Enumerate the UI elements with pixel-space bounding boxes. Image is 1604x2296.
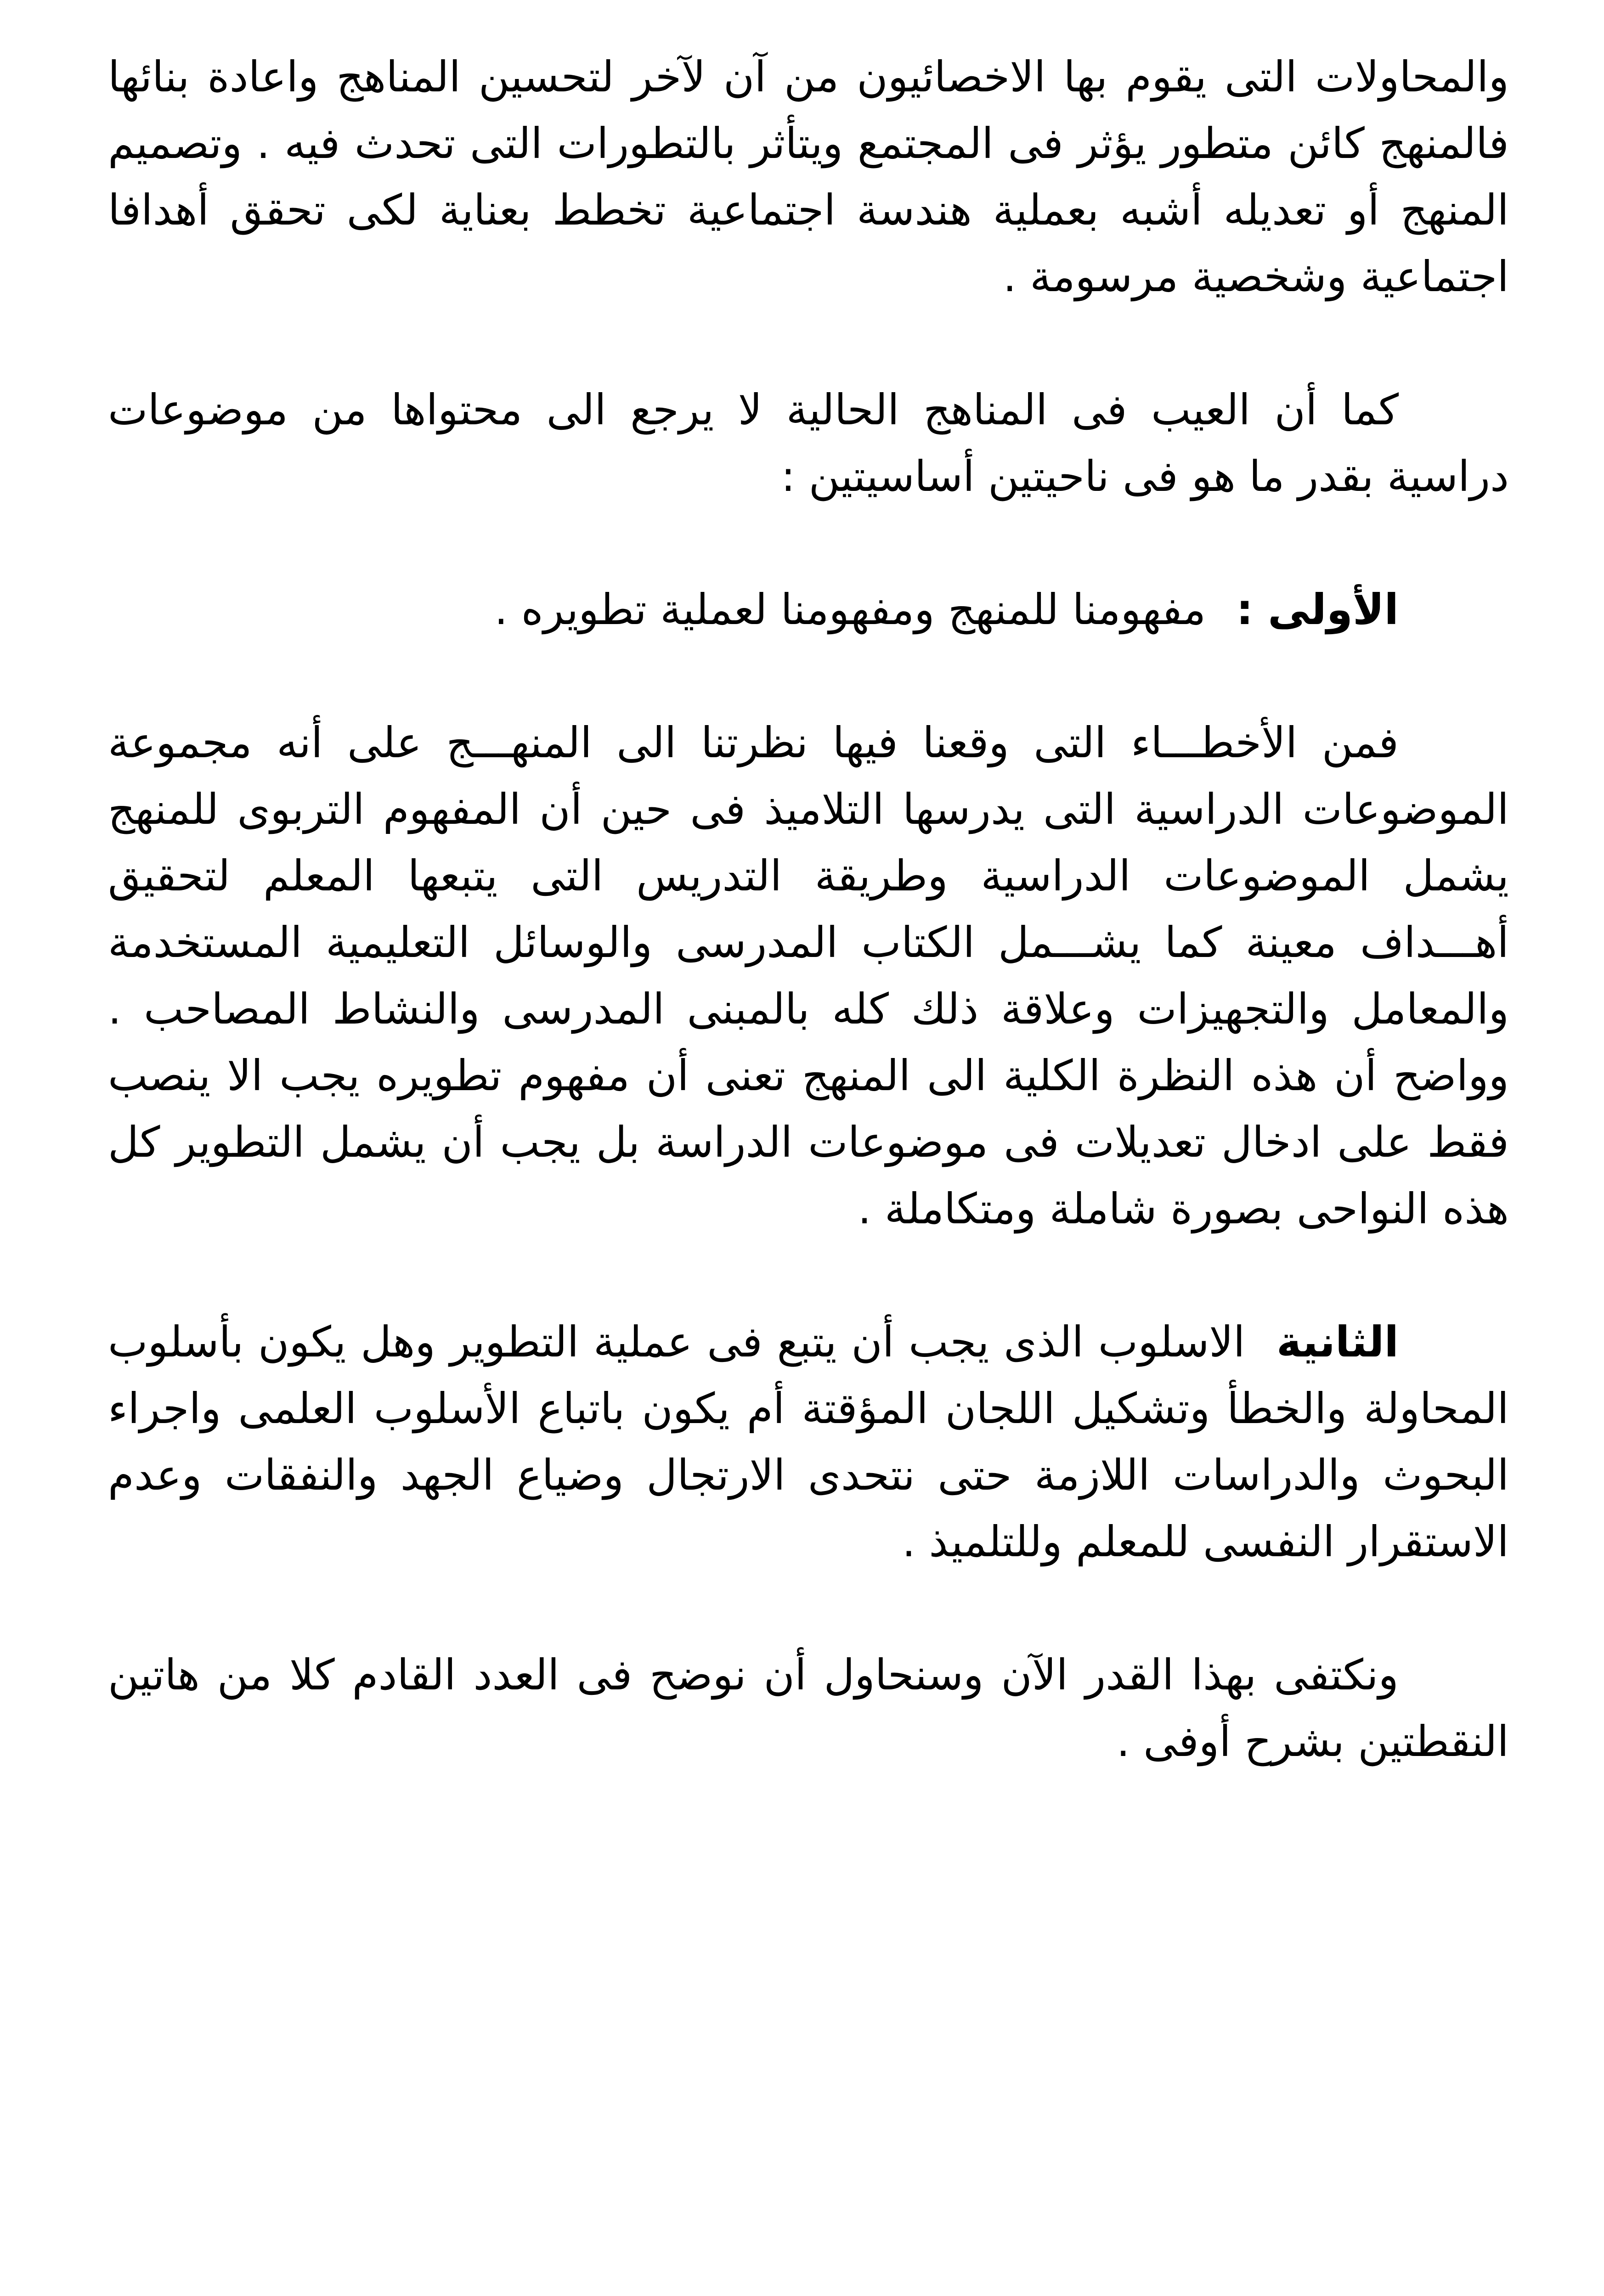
paragraph-curriculum-development — [108, 44, 1509, 310]
paragraph-closing — [108, 1642, 1509, 1775]
paragraph-text: فمن الأخطـــاء التى وقعنا فيها نظرتنا الى المنهـــج على أنه مجموعة الموضوعات الدراسية التى يدرسها التلاميذ فى حين أن المفهوم التربوى للمنهج يشمل الموضوعات الدراسية وطريقة التدريس التى يتبعها المعلم لتحقيق أهـــداف معينة كما يشـــمل الكتاب المدرسى والوسائل التعليمية المستخدمة والمعامل والتجهيزات وعلاقة ذلك كله بالمبنى المدرسى والنشاط المصاحب . وواضح أن هذه النظرة الكلية الى المنهج تعنى أن مفهوم تطويره يجب الا ينصب فقط على ادخال تعديلات فى موضوعات الدراسة بل يجب أن يشمل التطوير كل هذه النواحى بصورة شاملة ومتكاملة . — [108, 718, 1509, 1233]
point-second-text: الاسلوب الذى يجب أن يتبع فى عملية التطوير وهل يكون بأسلوب المحاولة والخطأ وتشكيل اللجان المؤقتة أم يكون باتباع الأسلوب العلمى واجراء البحوث والدراسات اللازمة حتى نتحدى الارتجال وضياع الجهد والنفقات وعدم الاستقرار النفسى للمعلم وللتلميذ . — [108, 1317, 1509, 1566]
body-text — [108, 44, 1509, 1775]
point-first — [108, 576, 1509, 643]
paragraph-current-curricula-flaw — [108, 377, 1509, 510]
paragraph-text: كما أن العيب فى المناهج الحالية لا يرجع الى محتواها من موضوعات دراسية بقدر ما هو فى ناحيتين أساسيتين : — [108, 385, 1509, 501]
paragraph-curriculum-concept — [108, 709, 1509, 1242]
point-second — [108, 1309, 1509, 1575]
point-first-label: الأولى : — [1236, 585, 1399, 634]
paragraph-text: ونكتفى بهذا القدر الآن وسنحاول أن نوضح فى العدد القادم كلا من هاتين النقطتين بشرح أوفى . — [108, 1650, 1509, 1766]
paragraph-text: والمحاولات التى يقوم بها الاخصائيون من آن لآخر لتحسين المناهج واعادة بنائها فالمنهج كائن متطور يؤثر فى المجتمع ويتأثر بالتطورات التى تحدث فيه . وتصميم المنهج أو تعديله أشبه بعملية هندسة اجتماعية تخطط بعناية لكى تحقق أهدافا اجتماعية وشخصية مرسومة . — [108, 52, 1509, 301]
point-second-label: الثانية — [1276, 1317, 1399, 1367]
point-first-text: مفهومنا للمنهج ومفهومنا لعملية تطويره . — [494, 585, 1206, 634]
